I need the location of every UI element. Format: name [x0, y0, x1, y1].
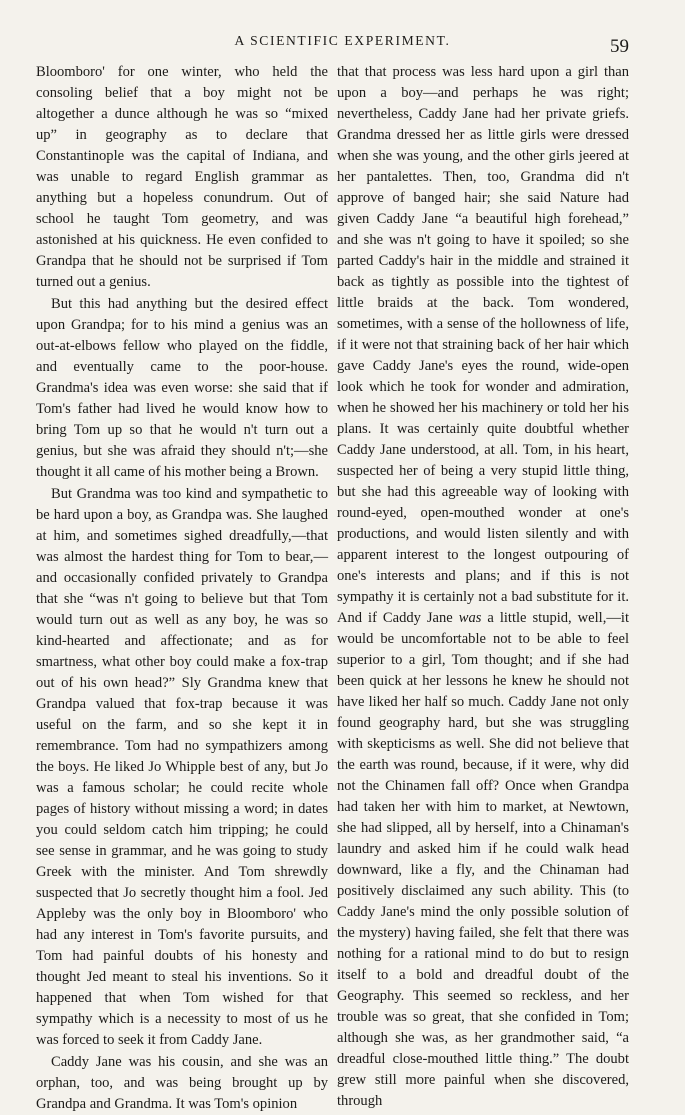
italic-word: was [458, 610, 482, 626]
text-run: a little stupid, well,—it would be uncomfortable not to be able to feel superior to a girl, Tom thought; and if she had been quick at her lessons he knew he should not have liked her half so much. Caddy Jane not only found geography hard, but she was struggling with skepticisms as well. She did not believe that the earth was round, because, if it were, why did not the Chinamen fall off? Once when Grandpa had taken her with him to market, at Newtown, she had slipped, all by herself, into a Chinaman's laundry and asked him if he could walk head downward, like a fly, and the Chinaman had positively disclaimed any such ability. This (to Caddy Jane's mind the only possible solution of the mystery) having failed, she felt that there was nothing for a rational mind to do but to resign itself to a bold and dreadful doubt of the Geography. This seemed so reckless, and her trouble was so great, that she confided in Tom; although she was, as her grandmother said, “a dreadful close-mouthed little thing.” The doubt grew still more painful when she discovered, through [337, 610, 629, 1109]
right-column [337, 62, 629, 1112]
running-title: A SCIENTIFIC EXPERIMENT. [234, 33, 451, 48]
paragraph: Bloomboro' for one winter, who held the consoling belief that a boy might not be altogether a dunce although he was so “mixed up” in geography as to declare that Constantinople was the capital of Indiana, and was unable to regard English grammar as anything but a hopeless conundrum. Out of school he taught Tom geometry, and was astonished at his quickness. He even confided to Grandpa that he should not be surprised if Tom turned out a genius. [36, 64, 328, 290]
text-run: that that process was less hard upon a girl than upon a boy—and perhaps he was right; nevertheless, Caddy Jane had her private griefs. Grandma dressed her as little girls were dressed when she was young, and the other girls jeered at her pantalettes. Then, too, Grandma did n't approve of banged hair; she said Nature had given Caddy Jane “a beautiful high forehead,” and she was n't going to have it spoiled; so she parted Caddy's hair in the middle and strained it back as tightly as possible into the tightest of little braids at the back. Tom wondered, sometimes, with a sense of the hollowness of life, if it were not that straining back of her hair which gave Caddy Jane's eyes the round, wide-open look which he took for wonder and admiration, when he showed her his machinery or told her his plans. It was certainly quite doubtful whether Caddy Jane understood, at all. Tom, in his heart, suspected her of being a very stupid little thing, but she had this agreeable way of looking with round-eyed, open-mouthed wonder at one's productions, and would listen silently and with apparent interest to the longest outpouring of one's interests and plans; and if this is not sympathy it is certainly not a bad substitute for it. And if Caddy Jane [337, 64, 629, 626]
paragraph: But Grandma was too kind and sympathetic to be hard upon a boy, as Grandpa was. She laughed at him, and sometimes sighed dreadfully,—that was almost the hardest thing for Tom to bear,—and occasionally confided privately to Grandpa that she “was n't going to believe but that Tom would turn out as well as any boy, he was so kind-hearted and affectionate; and as for smartness, what other boy could make a fox-trap out of his own head?” Sly Grandma knew that Grandpa valued that fox-trap because it was useful on the farm, and so she kept it in remembrance. Tom had no sympathizers among the boys. He liked Jo Whipple best of any, but Jo was a famous scholar; he could recite whole pages of history without missing a word; in dates you could seldom catch him tripping; he could see sense in grammar, and he was going to study Greek with the minister. And Tom shrewdly suspected that Jo secretly thought him a fool. Jed Appleby was the only boy in Bloomboro' who had any interest in Tom's favorite pursuits, and Tom had painful doubts of his honesty and thought Jed meant to steal his inventions. So it happened that when Tom wished for that sympathy which is a necessity to most of us he was forced to seek it from Caddy Jane. [36, 486, 328, 1048]
paragraph: But this had anything but the desired effect upon Grandpa; for to his mind a genius was an out-at-elbows fellow who played on the fiddle, and eventually came to the poor-house. Grandma's idea was even worse: she said that if Tom's father had lived he would know how to bring Tom up so that he would n't turn out a genius, but she was afraid they should n't;—she thought it all came of his mother being a Brown. [36, 296, 328, 480]
paragraph: Caddy Jane was his cousin, and she was an orphan, too, and was being brought up by Grandpa and Grandma. It was Tom's opinion [36, 1054, 328, 1112]
page-number: 59 [610, 36, 629, 57]
paragraph [337, 62, 629, 1112]
left-column [36, 62, 328, 1115]
